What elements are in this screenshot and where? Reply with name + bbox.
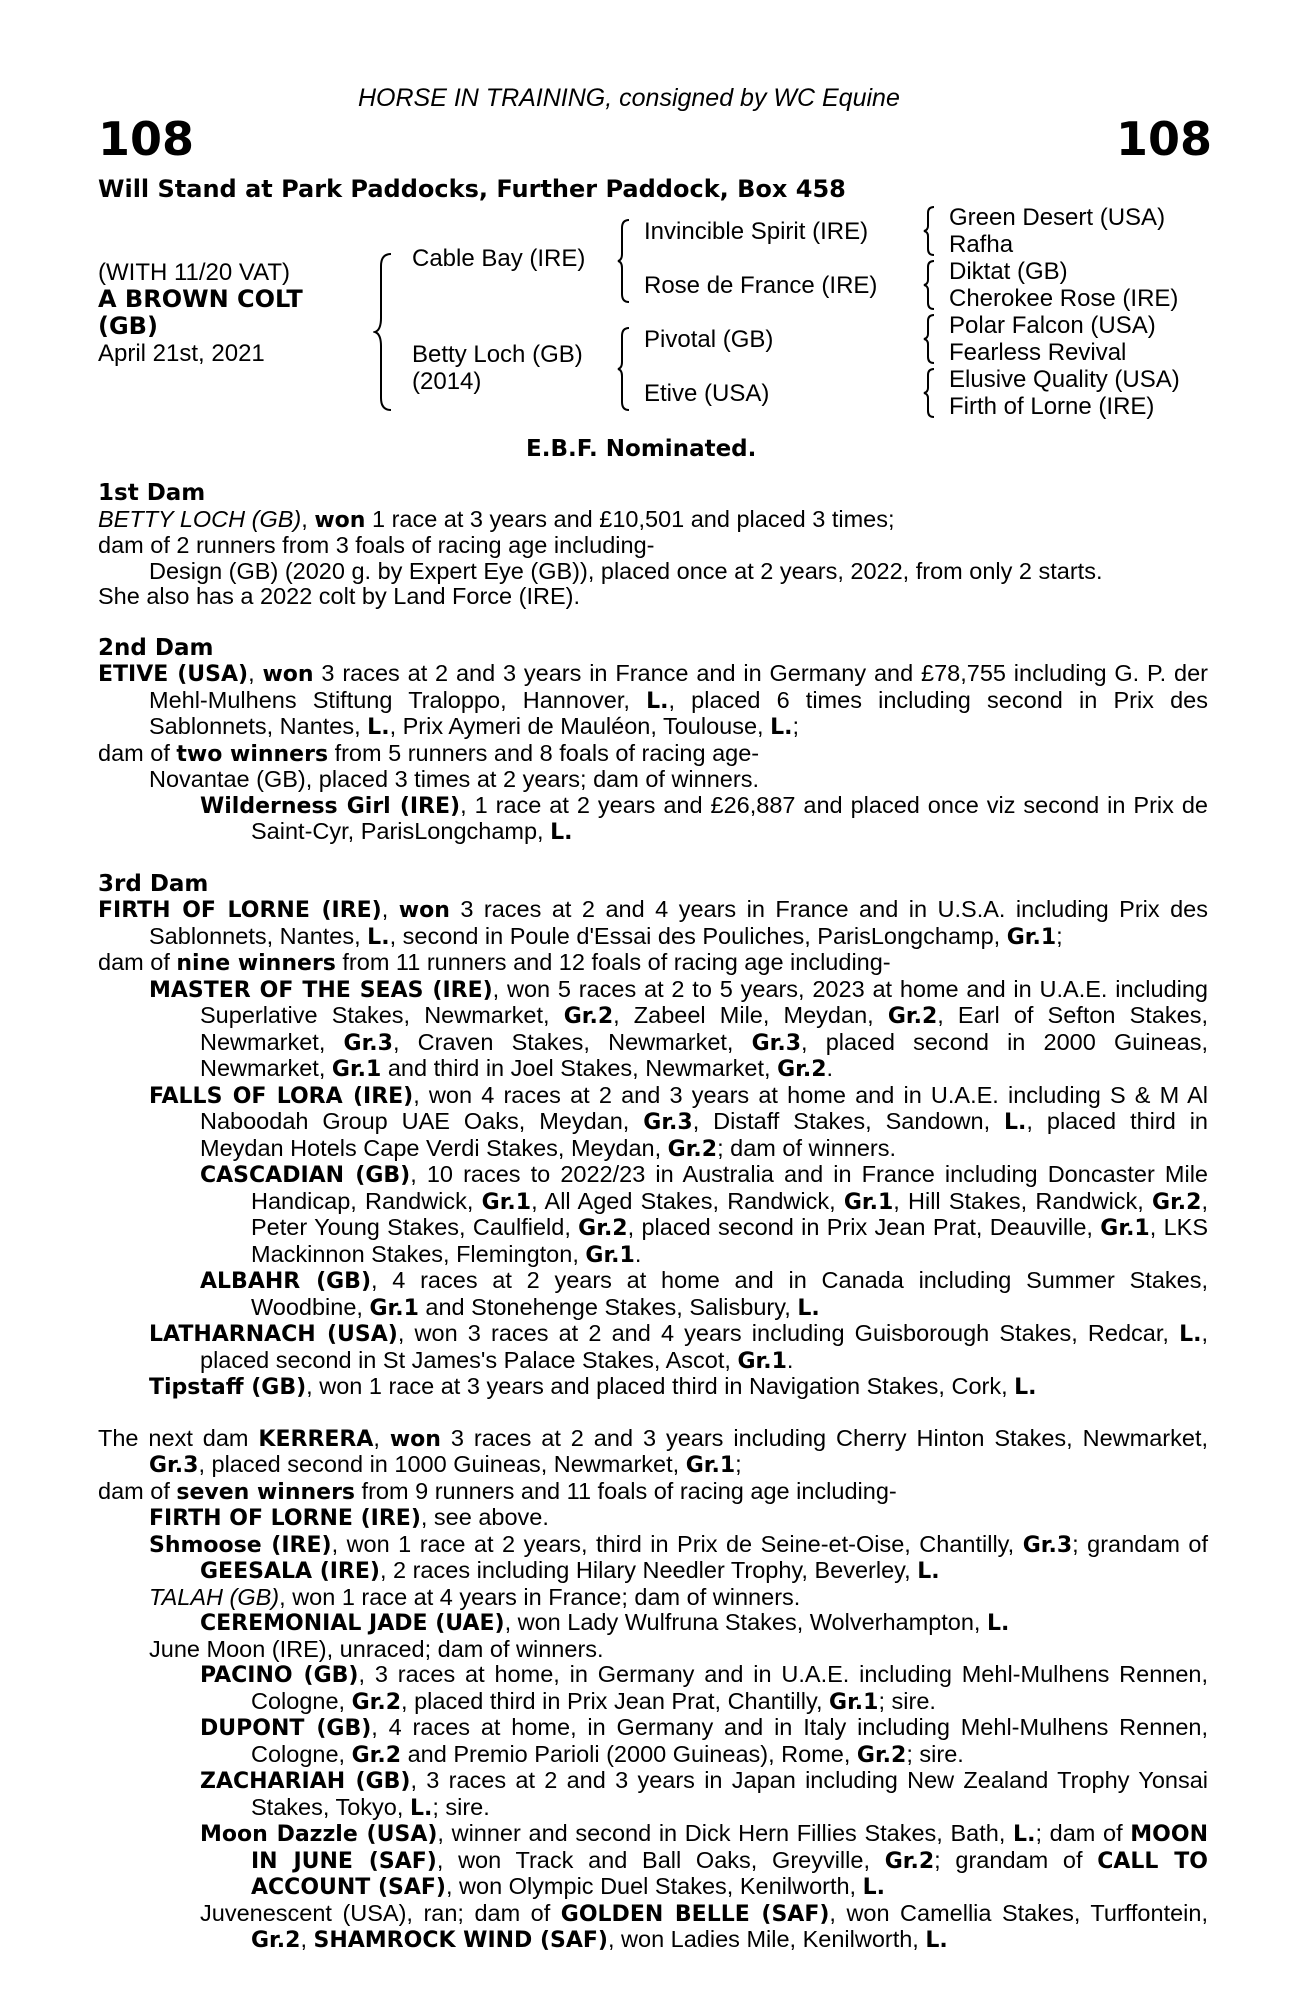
second-dam-record: ETIVE (USA), won 3 races at 2 and 3 years in France and in Germany and £78,755 including G. P. der Mehl-Mulhens Stiftung Traloppo, Hannover, L., placed 6 times including second in Prix des Sablonnets, Nantes, L., Prix Aymeri de Mauléon, Toulouse, L.;: [98, 660, 1209, 740]
horse-description: A BROWN COLT: [98, 285, 303, 313]
sire-name: Cable Bay (IRE): [412, 245, 586, 272]
first-dam-record: BETTY LOCH (GB), won 1 race at 3 years and £10,501 and placed 3 times;: [98, 505, 895, 533]
pedigree-brace-g1: [922, 205, 936, 257]
dam-name: Betty Loch (GB): [412, 341, 583, 368]
pedigree-gen3-2: Rafha: [949, 231, 1014, 258]
pedigree-gen3-1: Green Desert (USA): [949, 204, 1166, 231]
offspring-dupont: DUPONT (GB), 4 races at home, in Germany and in Italy including Mehl-Mulhens Rennen, Cologne, Gr.2 and Premio Parioli (2000 Guineas), Rome, Gr.2; sire.: [200, 1714, 1209, 1768]
first-dam-note: She also has a 2022 colt by Land Force (IRE).: [98, 583, 581, 609]
offspring-pacino: PACINO (GB), 3 races at home, in Germany and in U.A.E. including Mehl-Mulhens Rennen, Cologne, Gr.2, placed third in Prix Jean Prat, Chantilly, Gr.1; sire.: [200, 1661, 1209, 1715]
offspring-firth-of-lorne: FIRTH OF LORNE (IRE), see above.: [149, 1504, 549, 1531]
first-dam-produce: dam of 2 runners from 3 foals of racing age including-: [98, 532, 655, 558]
pedigree-gen3-6: Fearless Revival: [949, 339, 1127, 366]
sire-sire-name: Invincible Spirit (IRE): [644, 218, 869, 245]
first-dam-heading: 1st Dam: [98, 480, 206, 506]
offspring-master-of-the-seas: MASTER OF THE SEAS (IRE), won 5 races at 2 to 5 years, 2023 at home and in U.A.E. including Superlative Stakes, Newmarket, Gr.2, Zabeel Mile, Meydan, Gr.2, Earl of Sefton Stakes, Newmarket, Gr.3, Craven Stakes, Newmarket, Gr.3, placed second in 2000 Guineas, Newmarket, Gr.1 and third in Joel Stakes, Newmarket, Gr.2.: [149, 975, 1209, 1082]
dam-year: (2014): [412, 368, 482, 395]
ebf-nominated: E.B.F. Nominated.: [526, 436, 757, 462]
second-dam-produce: dam of two winners from 5 runners and 8 foals of racing age-: [98, 739, 760, 767]
offspring-moon-dazzle: Moon Dazzle (USA), winner and second in Dick Hern Fillies Stakes, Bath, L.; dam of MOON IN JUNE (SAF), won Track and Ball Oaks, Greyville, Gr.2; grandam of CALL TO ACCOUNT (SAF), won Olympic Duel Stakes, Kenilworth, L.: [200, 1820, 1208, 1900]
pedigree-gen3-7: Elusive Quality (USA): [949, 366, 1180, 393]
stand-location: Will Stand at Park Paddocks, Further Paddock, Box 458: [98, 175, 846, 203]
pedigree-brace-g2: [922, 259, 936, 311]
foaling-date: April 21st, 2021: [98, 340, 265, 367]
pedigree-gen3-3: Diktat (GB): [949, 258, 1068, 285]
third-dam-produce: dam of nine winners from 11 runners and 12 foals of racing age including-: [98, 949, 891, 976]
catalogue-body: [98, 480, 1208, 1954]
offspring-cascadian: CASCADIAN (GB), 10 races to 2022/23 in Australia and in France including Doncaster Mile Handicap, Randwick, Gr.1, All Aged Stakes, Randwick, Gr.1, Hill Stakes, Randwick, Gr.2, Peter Young Stakes, Caulfield, Gr.2, placed second in Prix Jean Prat, Deauville, Gr.1, LKS Mackinnon Stakes, Flemington, Gr.1.: [200, 1161, 1209, 1268]
pedigree-gen3-4: Cherokee Rose (IRE): [949, 285, 1179, 312]
pedigree-gen3-5: Polar Falcon (USA): [949, 312, 1156, 339]
offspring-shmoose: Shmoose (IRE), won 1 race at 2 years, third in Prix de Seine-et-Oise, Chantilly, Gr.3; grandam of GEESALA (IRE), 2 races including Hilary Needler Trophy, Beverley, L.: [149, 1530, 1208, 1584]
lot-number-left: 108: [98, 112, 195, 166]
offspring-zachariah: ZACHARIAH (GB), 3 races at 2 and 3 years in Japan including New Zealand Trophy Yonsai Stakes, Tokyo, L.; sire.: [200, 1767, 1208, 1821]
consignment-header: HORSE IN TRAINING, consigned by WC Equine: [358, 84, 900, 112]
offspring-ceremonial-jade: CEREMONIAL JADE (UAE), won Lady Wulfruna Stakes, Wolverhampton, L.: [200, 1609, 1010, 1636]
offspring-tipstaff: Tipstaff (GB), won 1 race at 3 years and placed third in Navigation Stakes, Cork, L.: [149, 1373, 1037, 1400]
first-dam-offspring-design: Design (GB) (2020 g. by Expert Eye (GB)), placed once at 2 years, 2022, from only 2 starts.: [149, 557, 1103, 584]
vat-note: (WITH 11/20 VAT): [98, 259, 291, 286]
dam-sire-name: Pivotal (GB): [644, 326, 774, 353]
offspring-latharnach: LATHARNACH (USA), won 3 races at 2 and 4 years including Guisborough Stakes, Redcar, L., placed second in St James's Palace Stakes, Ascot, Gr.1.: [149, 1320, 1208, 1374]
third-dam-record: FIRTH OF LORNE (IRE), won 3 races at 2 and 4 years in France and in U.S.A. including Prix des Sablonnets, Nantes, L., second in Poule d'Essai des Pouliches, ParisLongchamp, Gr.1;: [98, 896, 1208, 950]
pedigree-gen3-8: Firth of Lorne (IRE): [949, 393, 1155, 420]
second-dam-offspring-wilderness: Wilderness Girl (IRE), 1 race at 2 years and £26,887 and placed once viz second in Prix de Saint-Cyr, ParisLongchamp, L.: [200, 791, 1208, 845]
offspring-talah: TALAH (GB), won 1 race at 4 years in France; dam of winners.: [149, 1583, 801, 1610]
next-dam-record: The next dam KERRERA, won 3 races at 2 and 3 years including Cherry Hinton Stakes, Newmarket, Gr.3, placed second in 1000 Guineas, Newmarket, Gr.1;: [98, 1424, 1208, 1478]
pedigree-brace-sire: [616, 218, 632, 304]
lot-number-right: 108: [1116, 112, 1213, 166]
pedigree-brace-main: [373, 252, 395, 412]
sire-dam-name: Rose de France (IRE): [644, 272, 878, 299]
pedigree-brace-g4: [922, 367, 936, 419]
pedigree-brace-g3: [922, 313, 936, 365]
horse-country: (GB): [98, 312, 158, 340]
offspring-june-moon: June Moon (IRE), unraced; dam of winners.: [149, 1635, 604, 1662]
second-dam-offspring-novantae: Novantae (GB), placed 3 times at 2 years; dam of winners.: [149, 766, 759, 792]
second-dam-heading: 2nd Dam: [98, 634, 214, 661]
dam-dam-name: Etive (USA): [644, 380, 770, 407]
offspring-albahr: ALBAHR (GB), 4 races at 2 years at home and in Canada including Summer Stakes, Woodbine, Gr.1 and Stonehenge Stakes, Salisbury, L.: [200, 1267, 1208, 1321]
third-dam-heading: 3rd Dam: [98, 870, 209, 897]
pedigree-brace-dam: [616, 326, 632, 412]
next-dam-produce: dam of seven winners from 9 runners and 11 foals of racing age including-: [98, 1477, 897, 1505]
offspring-juvenescent: Juvenescent (USA), ran; dam of GOLDEN BELLE (SAF), won Camellia Stakes, Turffontein, Gr.2, SHAMROCK WIND (SAF), won Ladies Mile, Kenilworth, L.: [200, 1899, 1208, 1953]
offspring-falls-of-lora: FALLS OF LORA (IRE), won 4 races at 2 and 3 years at home and in U.A.E. including S & M Al Naboodah Group UAE Oaks, Meydan, Gr.3, Distaff Stakes, Sandown, L., placed third in Meydan Hotels Cape Verdi Stakes, Meydan, Gr.2; dam of winners.: [149, 1081, 1208, 1162]
